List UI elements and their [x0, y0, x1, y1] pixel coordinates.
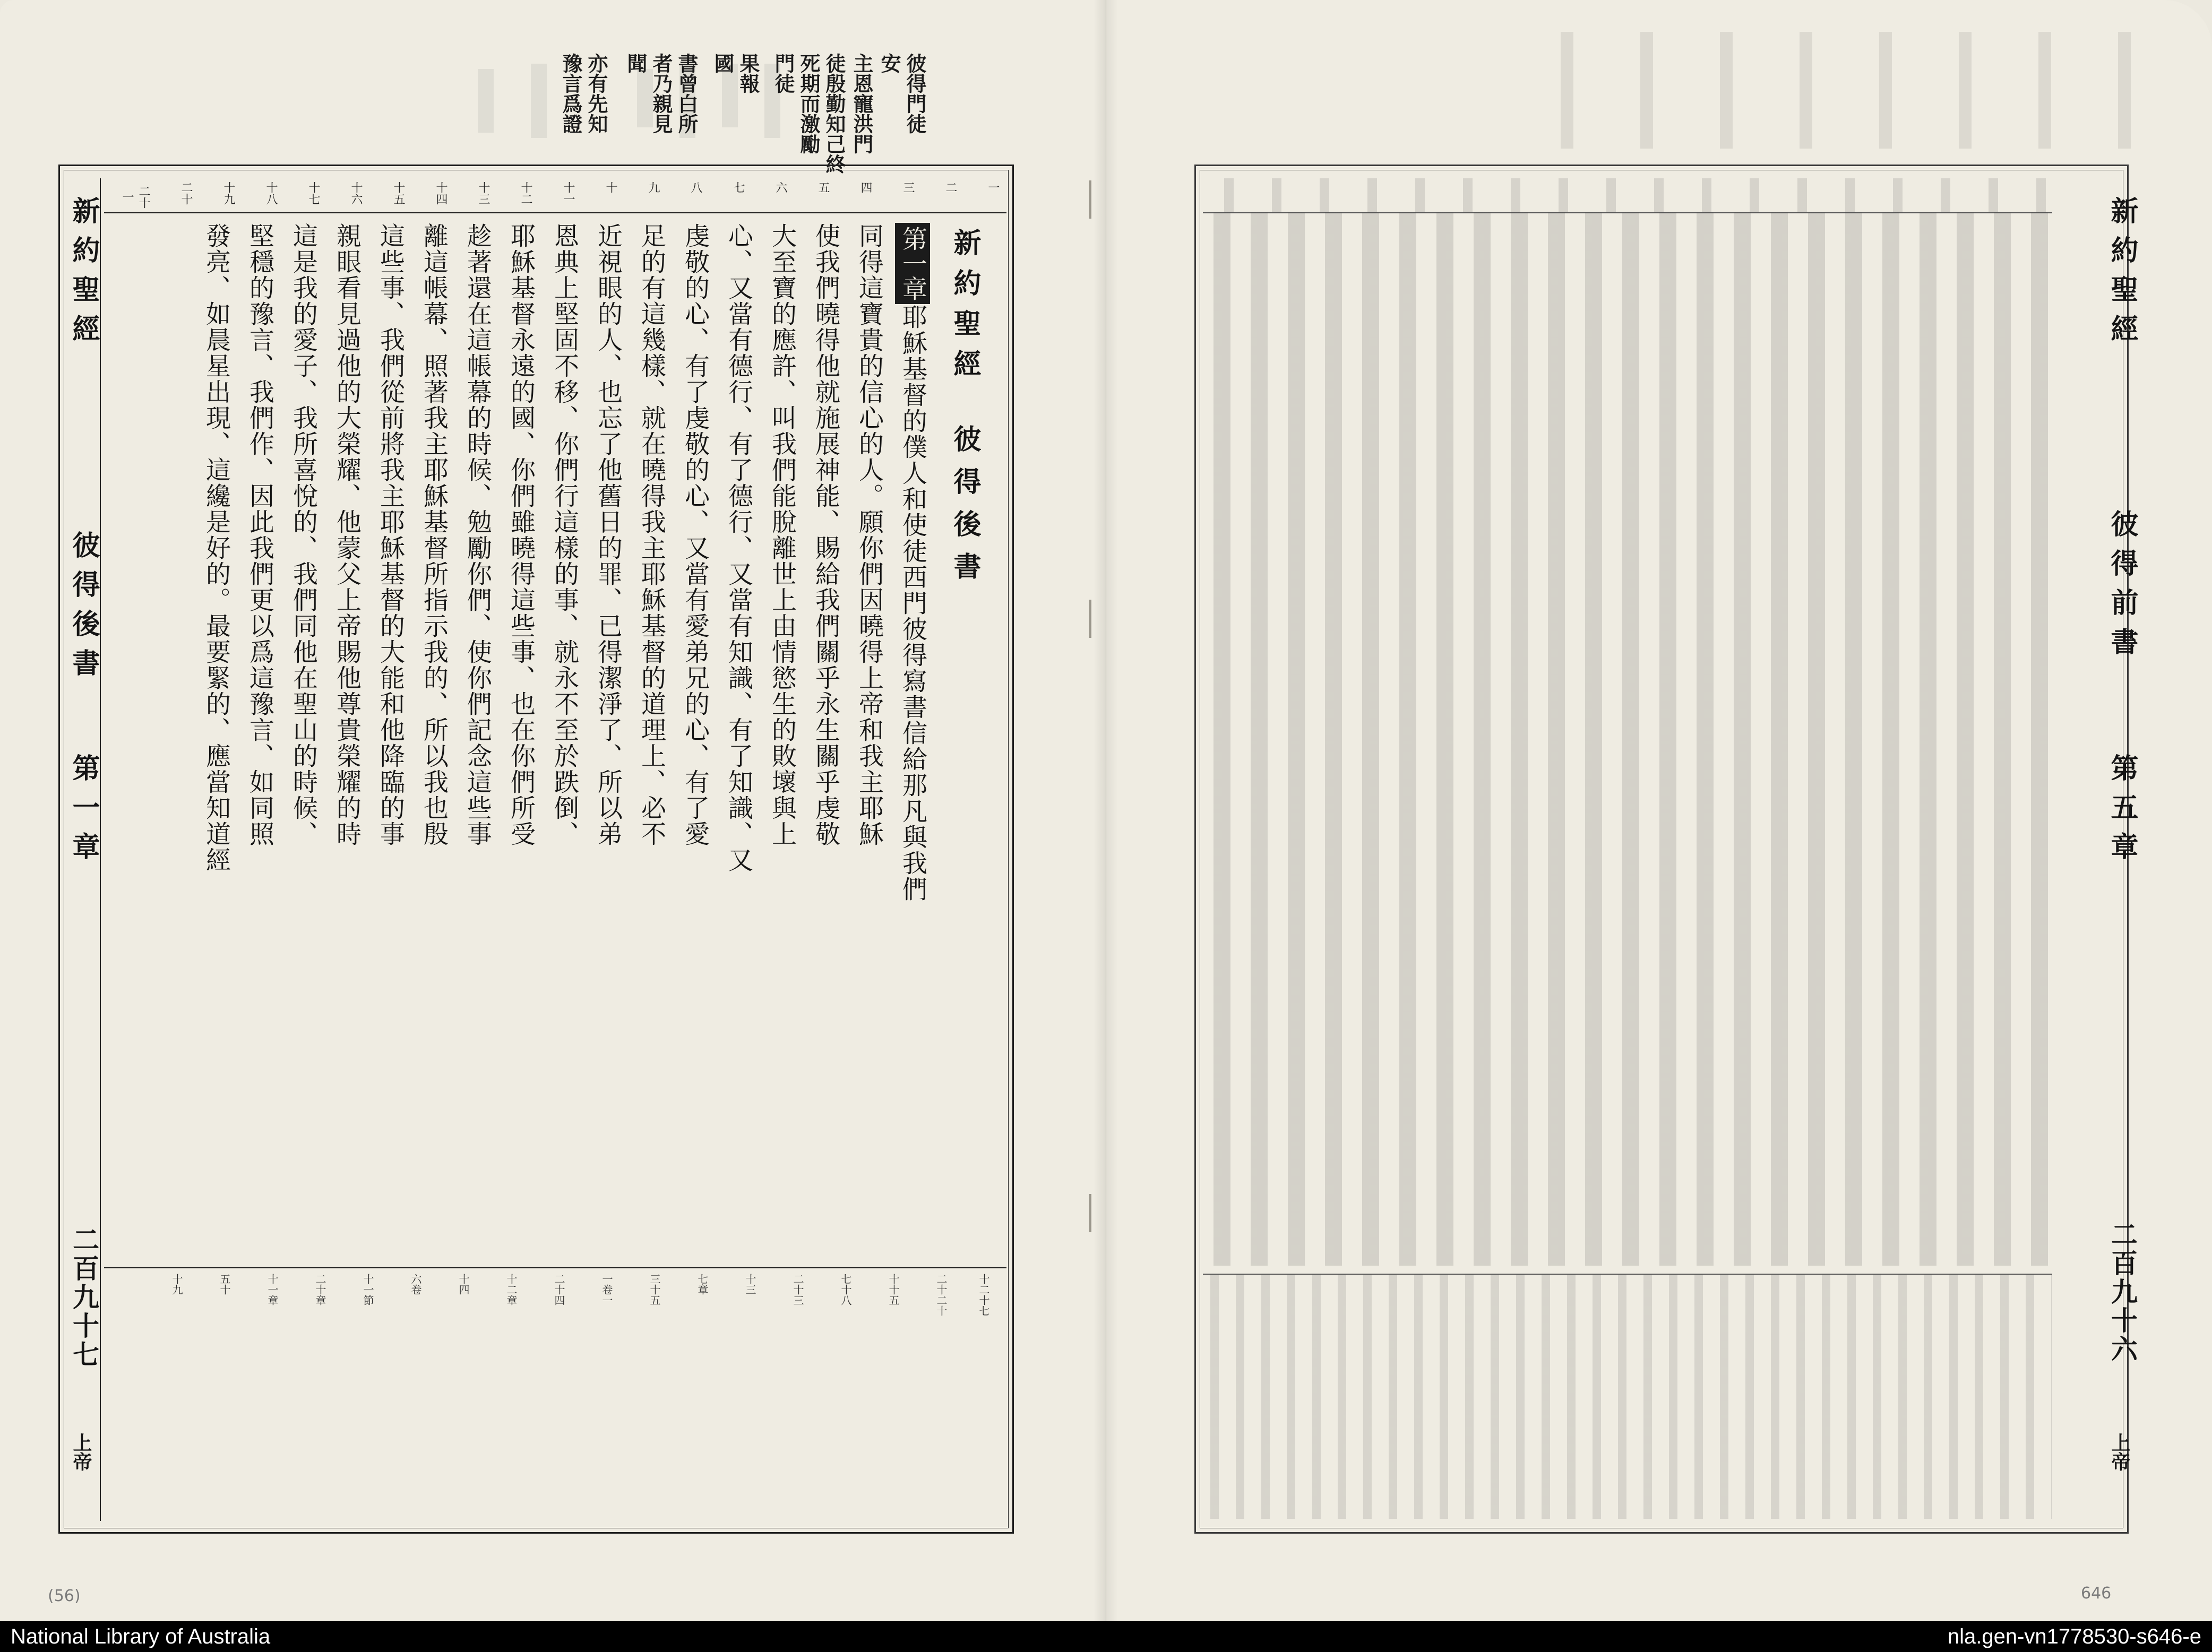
marginal-reference: 十四 [457, 1274, 470, 1295]
marginal-reference: 十二章 [505, 1274, 518, 1305]
top-note: 彼得門徒 [903, 53, 927, 134]
running-header-book: 彼得後書 [67, 531, 100, 688]
body-column: 趁著還在這帳幕的時候、勉勵你們、使你們記念這些事 [463, 223, 492, 847]
binding-stitch [1089, 180, 1091, 219]
bleed-through-top [1539, 32, 2134, 149]
book-gutter [1094, 0, 1118, 1621]
body-column: 堅穩的豫言、我們作、因此我們更以爲這豫言、如同照 [245, 223, 274, 847]
right-running-header-book: 彼得前書 [2106, 509, 2138, 667]
running-header-chapter: 第一章 [67, 754, 100, 871]
body-column: 足的有這幾樣、就在曉得我主耶穌基督的道理上、必不 [637, 223, 666, 847]
body-column: 這是我的愛子、我所喜悅的、我們同他在聖山的時候、 [289, 223, 318, 847]
marginal-reference: 二十章 [314, 1274, 326, 1305]
chapter-heading-mark: 第一章 [895, 223, 930, 304]
verse-number: 二 [944, 181, 957, 193]
verse-number: 七 [731, 181, 745, 193]
marginal-reference: 十九 [170, 1274, 183, 1295]
verse-number: 九 [647, 181, 660, 193]
marginal-reference: 十十五 [887, 1274, 900, 1305]
right-running-header-page-number: 二百九十六 [2107, 1221, 2138, 1364]
left-page [0, 0, 1106, 1621]
top-note: 徒殷勤知己終 [822, 53, 846, 174]
right-marginal-references-faded [1203, 1274, 2052, 1519]
verse-number: 十二 [519, 181, 532, 205]
image-identifier: nla.gen-vn1778530-s646-e [1947, 1625, 2201, 1648]
marginal-reference: 五十 [218, 1274, 231, 1295]
body-column: 大至寶的應許、叫我們能脫離世上由情慾生的敗壞與上 [768, 223, 797, 847]
body-column: 第一章耶穌基督的僕人和使徒西門彼得寫書信給那凡與我們 [895, 223, 930, 902]
body-column: 這些事、我們從前將我主耶穌基督的大能和他降臨的事 [376, 223, 405, 847]
body-column: 同得這寶貴的信心的人。願你們因曉得上帝和我主耶穌 [855, 223, 884, 847]
top-note: 主恩寵洪門 [850, 53, 874, 154]
verse-number: 十 [604, 181, 617, 193]
marginal-reference: 二十四 [553, 1274, 565, 1305]
page-header-book: 彼得後書 [949, 425, 981, 594]
top-note: 聞 [624, 53, 648, 73]
top-note: 安 [877, 53, 901, 73]
top-note: 死期而激勵 [797, 53, 821, 154]
verse-number: 四 [859, 181, 872, 193]
marginal-reference: 七章 [696, 1274, 709, 1295]
marginal-reference: 十一節 [362, 1274, 374, 1305]
page-header-title: 新約聖經 [949, 228, 981, 390]
verse-number: 五 [816, 181, 830, 193]
marginal-references [104, 1267, 1006, 1523]
verse-number: 十四 [434, 181, 447, 205]
marginal-reference: 三十五 [648, 1274, 661, 1305]
body-column: 親眼看見過他的大榮耀、他蒙父上帝賜他尊貴榮耀的時 [332, 223, 362, 847]
top-note: 豫言爲證 [559, 53, 583, 134]
running-header-page-number: 二百九十七 [68, 1226, 100, 1369]
top-note: 書曾白所 [675, 53, 699, 134]
top-note: 果報 [736, 53, 760, 93]
verse-number: 三 [901, 181, 915, 193]
verse-number: 十九 [222, 181, 235, 205]
verse-number: 二十 [179, 181, 193, 205]
running-header-corner-mark: 上帝 [70, 1433, 92, 1471]
marginal-reference: 六卷 [409, 1274, 422, 1295]
verse-number: 十七 [307, 181, 320, 205]
verse-number: 十八 [264, 181, 278, 205]
top-note: 門徒 [771, 53, 795, 93]
body-column: 近視眼的人、也忘了他舊日的罪、已得潔淨了、所以弟 [593, 223, 623, 847]
handwritten-note: (56) [48, 1587, 81, 1605]
right-running-header-chapter: 第五章 [2106, 754, 2138, 871]
running-header-title: 新約聖經 [67, 196, 100, 353]
verse-number: 六 [774, 181, 787, 193]
verse-number-strip [104, 178, 1006, 213]
verse-number: 十三 [477, 181, 490, 205]
binding-stitch [1089, 1194, 1091, 1232]
marginal-reference: 二十三 [791, 1274, 804, 1305]
body-column: 虔敬的心、有了虔敬的心、又當有愛弟兄的心、有了愛 [681, 223, 710, 847]
marginal-reference: 二十二十 [935, 1274, 948, 1316]
body-column: 使我們曉得他就施展神能、賜給我們關乎永生關乎虔敬 [811, 223, 840, 847]
body-column: 耶穌基督永遠的國、你們雖曉得這些事、也在你們所受 [506, 223, 536, 847]
body-column: 離這帳幕、照著我主耶穌基督所指示我的、所以我也殷 [419, 223, 449, 847]
marginal-reference: 一卷一 [600, 1274, 613, 1305]
verse-number: 十一 [562, 181, 575, 205]
right-verse-number-strip [1203, 178, 2052, 213]
bleed-through-mark [531, 64, 547, 138]
verse-number: 十五 [392, 181, 405, 205]
verse-number: 一 [986, 181, 1000, 193]
right-body-text-faded [1203, 212, 2052, 1266]
right-running-header-corner-mark: 上帝 [2108, 1433, 2131, 1471]
top-note: 國 [711, 53, 735, 73]
marginal-reference: 十一章 [266, 1274, 279, 1305]
verse-number: 十六 [349, 181, 363, 205]
marginal-reference: 十二十七 [977, 1274, 990, 1316]
body-column: 心、又當有德行、有了德行、又當有知識、有了知識、又 [724, 223, 753, 873]
bleed-through-mark [478, 69, 494, 133]
body-column: 恩典上堅固不移、你們行這樣的事、就永不至於跌倒、 [550, 223, 579, 847]
verse-number: 八 [689, 181, 702, 193]
top-note: 亦有先知 [584, 53, 608, 134]
handwritten-page-number: 646 [2081, 1584, 2112, 1603]
binding-stitch [1089, 600, 1091, 638]
body-column: 發亮、如晨星出現、這纔是好的。最要緊的、應當知道經 [202, 223, 231, 873]
top-note: 者乃親見 [649, 53, 673, 134]
verse-number: 二十一 [121, 185, 150, 209]
marginal-reference: 七十八 [839, 1274, 852, 1305]
marginal-reference: 十三 [744, 1274, 756, 1295]
right-running-header-title: 新約聖經 [2106, 196, 2138, 353]
library-footer [0, 1621, 2212, 1652]
library-name: National Library of Australia [11, 1625, 271, 1648]
